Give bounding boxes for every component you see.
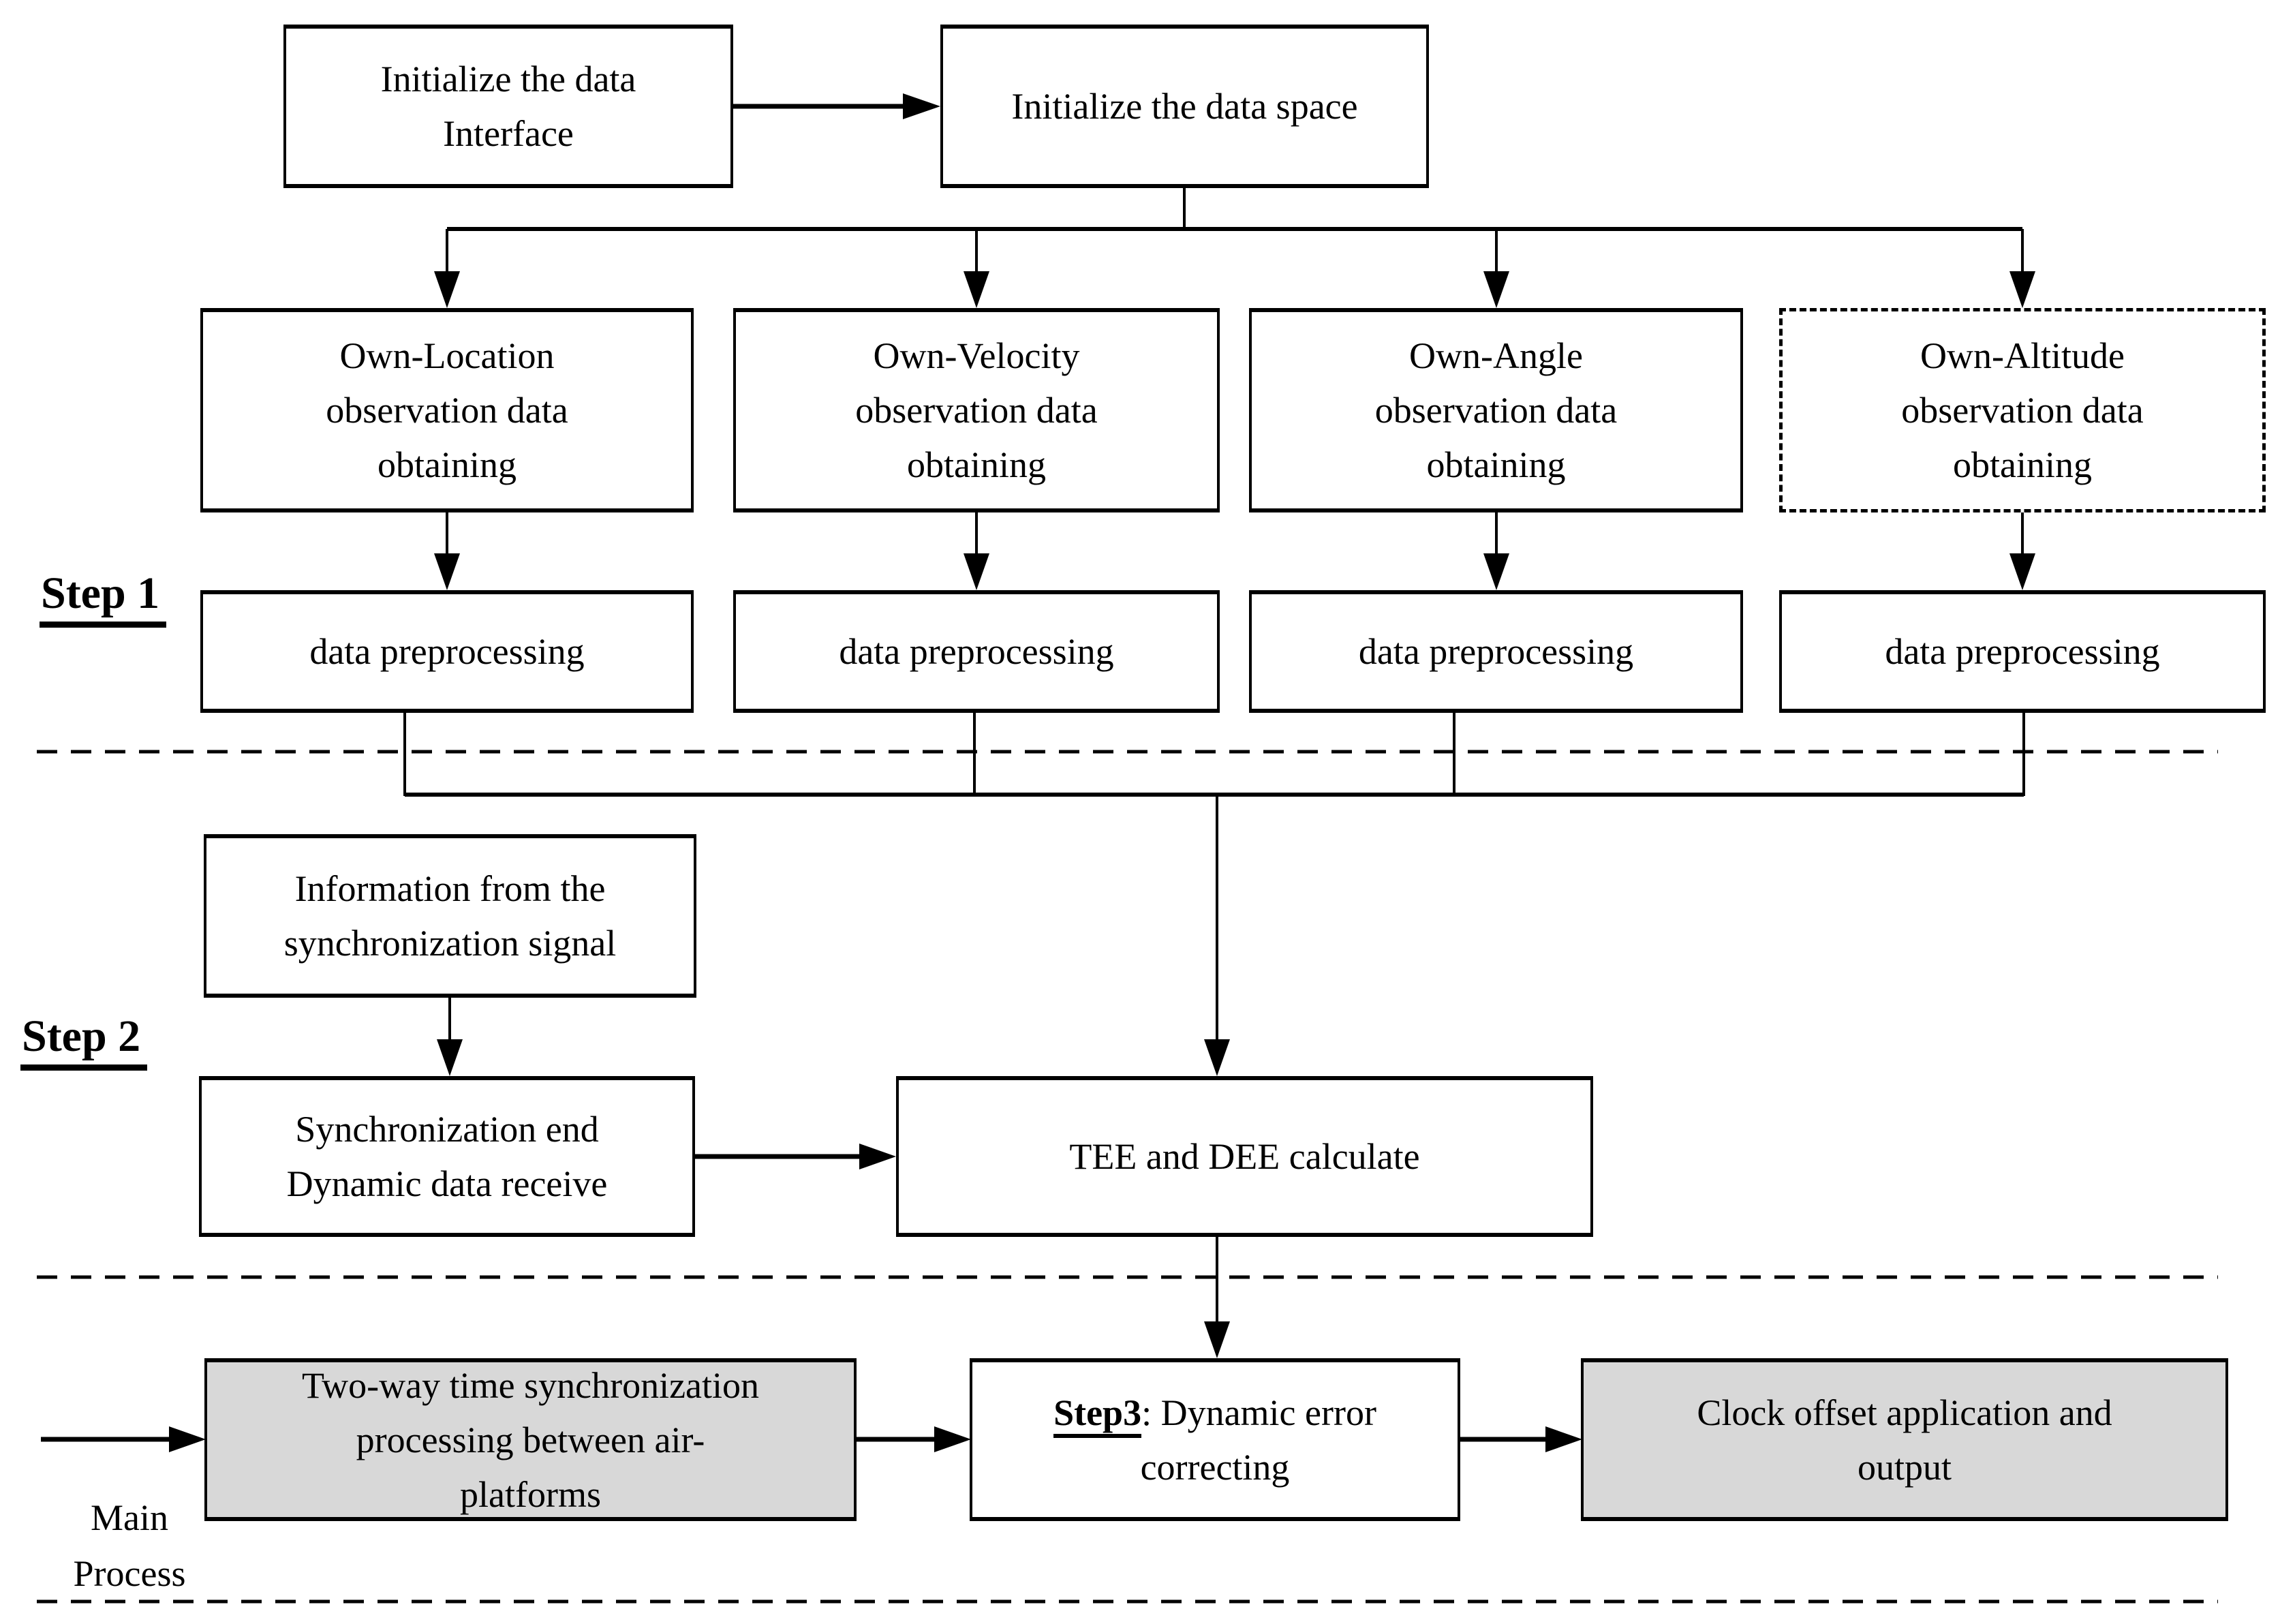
- box-information-from-sync-signal: [204, 834, 696, 998]
- box-step3-dynamic-error-correcting: [970, 1358, 1460, 1521]
- distribution-bus: [447, 185, 2022, 231]
- text-line: TEE and DEE calculate: [1069, 1136, 1420, 1177]
- text-line: observation data: [855, 390, 1098, 431]
- arrow-angle-to-preprocessing: [1483, 510, 1509, 590]
- arrow-two-way-to-step3: [855, 1426, 971, 1452]
- text-line: Information from the: [294, 868, 606, 909]
- box-initialize-data-space: [940, 25, 1429, 188]
- box-initialize-data-interface: [283, 25, 733, 188]
- arrow-merge-to-tee: [1204, 795, 1230, 1076]
- text-line: Own-Velocity: [873, 335, 1080, 376]
- box-tee-and-dee-calculate: [896, 1076, 1593, 1237]
- box-own-angle-observation: [1249, 308, 1743, 512]
- text-line: data preprocessing: [1358, 631, 1634, 672]
- arrow-to-own-altitude: [2009, 229, 2035, 308]
- text-line: data preprocessing: [1885, 631, 2160, 672]
- arrow-velocity-to-preprocessing: [964, 510, 989, 590]
- text-line: obtaining: [378, 444, 517, 485]
- box-data-preprocessing-1: [200, 590, 694, 713]
- text-line: Own-Location: [339, 335, 555, 376]
- text-line: platforms: [460, 1473, 601, 1515]
- text-line: Two-way time synchronization: [301, 1364, 760, 1406]
- text-line: obtaining: [1426, 444, 1566, 485]
- text-line: Dynamic data receive: [286, 1163, 608, 1204]
- text-line: Initialize the data: [380, 59, 636, 99]
- step1-label: Step 1: [40, 571, 166, 628]
- box-own-altitude-observation: [1779, 308, 2266, 512]
- arrow-main-process-in: [41, 1426, 206, 1452]
- arrow-step3-to-clock: [1459, 1426, 1582, 1452]
- main-process-label: [48, 1490, 211, 1602]
- arrow-altitude-to-preprocessing: [2009, 510, 2035, 590]
- box-data-preprocessing-2: [733, 590, 1220, 713]
- text-line: observation data: [326, 390, 568, 431]
- text-line: : Dynamic error: [1141, 1392, 1376, 1433]
- text-line: observation data: [1901, 390, 2144, 431]
- box-two-way-time-synchronization: [204, 1358, 857, 1521]
- arrow-init-interface-to-init-space: [733, 93, 940, 119]
- box-data-preprocessing-4: [1779, 590, 2266, 713]
- text-line: correcting: [1140, 1446, 1290, 1488]
- text-line: Clock offset application and: [1697, 1392, 2112, 1433]
- text-line: synchronization signal: [283, 923, 617, 964]
- arrow-to-own-velocity: [964, 229, 989, 308]
- text-line: obtaining: [1953, 444, 2092, 485]
- text-line: processing between air-: [356, 1419, 705, 1460]
- box-own-velocity-observation: [733, 308, 1220, 512]
- text-line: obtaining: [907, 444, 1046, 485]
- box-data-preprocessing-3: [1249, 590, 1743, 713]
- step2-label: Step 2: [20, 1014, 147, 1071]
- text-line: data preprocessing: [839, 631, 1114, 672]
- arrow-location-to-preprocessing: [434, 510, 460, 590]
- arrow-to-own-location: [434, 229, 460, 308]
- text-line: output: [1857, 1446, 1952, 1488]
- text-line: Process: [73, 1553, 186, 1594]
- box-clock-offset-application-output: [1581, 1358, 2228, 1521]
- box-own-location-observation: [200, 308, 694, 512]
- text-line: Own-Angle: [1409, 335, 1583, 376]
- arrow-sync-end-to-tee: [694, 1144, 896, 1169]
- text-line: Main: [91, 1497, 168, 1538]
- text-line: data preprocessing: [309, 631, 585, 672]
- arrow-to-own-angle: [1483, 229, 1509, 308]
- arrow-tee-to-step3: [1204, 1236, 1230, 1358]
- arrow-info-to-sync-end: [437, 995, 463, 1076]
- text-line: Own-Altitude: [1920, 335, 2125, 376]
- text-line: Initialize the data space: [1011, 86, 1358, 127]
- text-line: Interface: [443, 113, 574, 154]
- step3-label: Step3: [1053, 1392, 1141, 1438]
- text-line: Synchronization end: [295, 1109, 599, 1150]
- box-synchronization-end-dynamic-data-receive: [199, 1076, 695, 1237]
- text-line: observation data: [1374, 390, 1618, 431]
- text-line: [1053, 1385, 1376, 1440]
